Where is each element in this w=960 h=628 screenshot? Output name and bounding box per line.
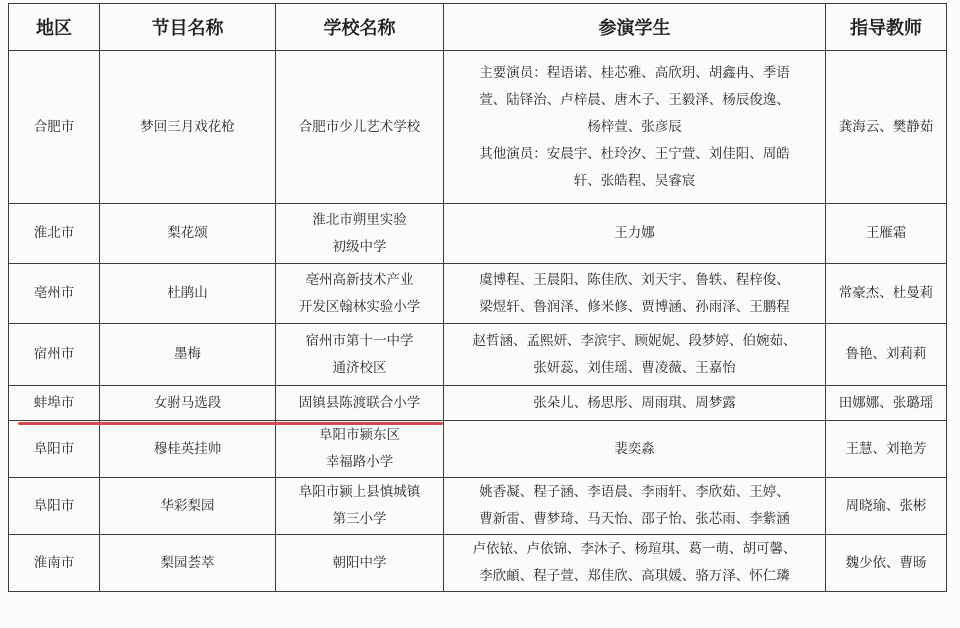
header-school: 学校名称 (276, 4, 444, 51)
students-line: 轩、张皓程、吴睿宸 (573, 172, 696, 189)
cell-teachers: 龚海云、樊静茹 (826, 51, 947, 204)
cell-teachers: 王雁霜 (826, 204, 947, 264)
header-students: 参演学生 (444, 4, 826, 51)
table-body (9, 51, 947, 592)
school-line: 开发区翰林实验小学 (298, 298, 421, 315)
students-line: 主要演员：程语诺、桂芯雅、高欣玥、胡鑫冉、季语 (479, 64, 790, 81)
table-row (9, 51, 947, 204)
cell-region: 亳州市 (9, 264, 100, 324)
cell-students (444, 264, 826, 324)
students-line: 卢依铱、卢依锦、李沐子、杨瑄琪、葛一萌、胡可馨、 (472, 541, 797, 557)
performance-roster-table (8, 3, 947, 592)
header-row (9, 4, 947, 51)
cell-program: 杜鹃山 (100, 264, 276, 324)
school-line: 通济校区 (332, 359, 387, 376)
school-line: 初级中学 (332, 238, 387, 255)
table-row (9, 478, 947, 535)
cell-school (276, 264, 444, 324)
cell-students (444, 51, 826, 204)
school-line: 阜阳市颍东区 (319, 427, 400, 443)
cell-region: 宿州市 (9, 324, 100, 386)
cell-school (276, 51, 444, 204)
school-line: 宿州市第十一中学 (305, 332, 414, 349)
cell-region: 淮北市 (9, 204, 100, 264)
students-line: 杨梓萱、张彦辰 (587, 118, 682, 135)
table-row (9, 324, 947, 386)
cell-program: 梨花颂 (100, 204, 276, 264)
cell-students (444, 478, 826, 535)
cell-region: 阜阳市 (9, 478, 100, 535)
table-row (9, 535, 947, 592)
table-row (9, 264, 947, 324)
cell-teachers: 周晓瑜、张彬 (826, 478, 947, 535)
students-line: 裴奕淼 (614, 440, 655, 457)
cell-region: 合肥市 (9, 51, 100, 204)
table-row (9, 386, 947, 421)
highlight-underline (18, 422, 443, 425)
school-line: 合肥市少儿艺术学校 (298, 118, 421, 135)
header-region: 地区 (9, 4, 100, 51)
cell-teachers: 田娜娜、张璐瑶 (826, 386, 947, 421)
students-line: 赵哲涵、孟熙妍、李滨宇、顾妮妮、段梦婷、伯婉茹、 (472, 332, 797, 349)
cell-teachers: 王慧、刘艳芳 (826, 421, 947, 478)
school-line: 朝阳中学 (332, 554, 387, 571)
students-line: 王力娜 (614, 225, 655, 241)
cell-school (276, 421, 444, 478)
cell-school (276, 386, 444, 421)
cell-region: 阜阳市 (9, 421, 100, 478)
cell-school (276, 535, 444, 592)
cell-region: 蚌埠市 (9, 386, 100, 421)
cell-students (444, 324, 826, 386)
students-line: 曹新雷、曹梦琦、马天怡、邵子怡、张芯雨、李紫涵 (479, 511, 790, 527)
cell-school (276, 324, 444, 386)
students-line: 萱、陆铎治、卢梓晨、唐木子、王毅泽、杨辰俊逸、 (479, 91, 790, 108)
school-line: 淮北市朔里实验 (312, 211, 407, 228)
cell-teachers: 鲁艳、刘莉莉 (826, 324, 947, 386)
cell-program: 墨梅 (100, 324, 276, 386)
table-row (9, 421, 947, 478)
students-line: 张妍蕊、刘佳瑶、曹凌薇、王嘉怡 (533, 359, 736, 376)
school-line: 亳州高新技术产业 (305, 271, 414, 288)
school-line: 幸福路小学 (325, 454, 394, 470)
cell-program: 梨园荟萃 (100, 535, 276, 592)
cell-students (444, 204, 826, 264)
students-line: 姚香凝、程子涵、李语晨、李雨轩、李欣茹、王婷、 (479, 484, 790, 500)
school-line: 第三小学 (332, 511, 387, 527)
header-program: 节目名称 (100, 4, 276, 51)
cell-teachers: 常豪杰、杜曼莉 (826, 264, 947, 324)
cell-students (444, 386, 826, 421)
students-line: 其他演员：安晨宇、杜玲汐、王宁萱、刘佳阳、周皓 (479, 145, 790, 162)
cell-students (444, 535, 826, 592)
cell-region: 淮南市 (9, 535, 100, 592)
school-line: 固镇县陈渡联合小学 (298, 394, 421, 411)
school-line: 阜阳市颍上县慎城镇 (298, 484, 421, 500)
students-line: 李欣頔、程子萱、郑佳欣、高琪媛、骆万泽、怀仁璘 (479, 568, 790, 584)
cell-program: 华彩梨园 (100, 478, 276, 535)
students-line: 虞博程、王晨阳、陈佳欣、刘天宇、鲁轶、程梓俊、 (479, 271, 790, 288)
students-line: 梁煜轩、鲁润泽、修米修、贾博涵、孙雨泽、王鹏程 (479, 298, 790, 315)
header-teachers: 指导教师 (826, 4, 947, 51)
table-row (9, 204, 947, 264)
students-line: 张朵儿、杨思彤、周雨琪、周梦露 (533, 394, 736, 411)
cell-program: 穆桂英挂帅 (100, 421, 276, 478)
cell-program: 女驸马选段 (100, 386, 276, 421)
cell-school (276, 478, 444, 535)
cell-teachers: 魏少依、曹旸 (826, 535, 947, 592)
cell-students (444, 421, 826, 478)
cell-program: 梦回三月戏花枪 (100, 51, 276, 204)
cell-school (276, 204, 444, 264)
